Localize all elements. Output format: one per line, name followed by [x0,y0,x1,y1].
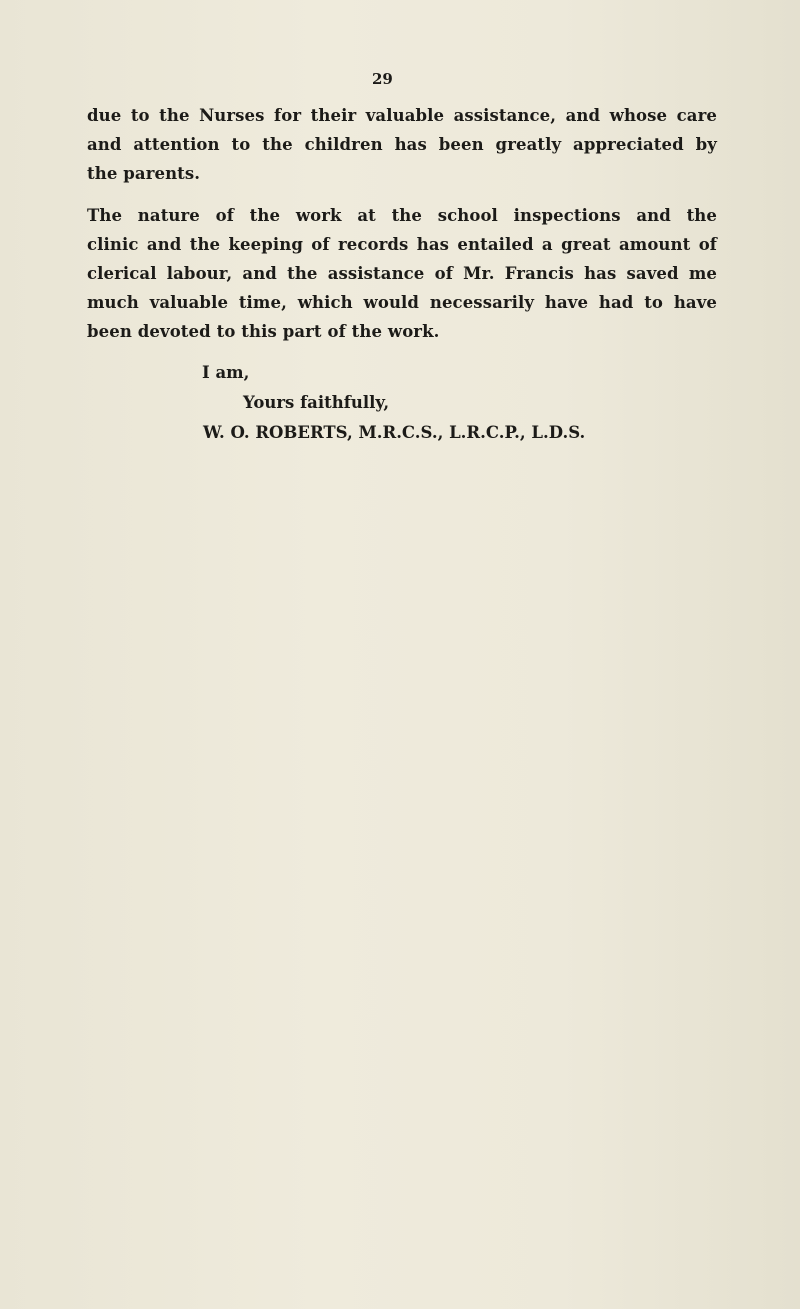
text-line: due to the Nurses for their valuable assistance, and whose care [87,106,717,125]
text-line: clinic and the keeping of records has entailed a great amount of [87,235,717,254]
paragraph-clerical-work [87,201,717,346]
text-line: been devoted to this part of the work. [87,322,440,341]
text-line: clerical labour, and the assistance of Mr. Francis has saved me [87,264,717,283]
text-line: the parents. [87,164,201,183]
closing-valediction: Yours faithfully, [243,393,390,412]
signature-line: W. O. ROBERTS, M.R.C.S., L.R.C.P., L.D.S. [203,423,586,442]
page-number: 29 [372,70,393,88]
text-line: The nature of the work at the school inspections and the [87,206,717,225]
closing-salutation: I am, [202,363,250,382]
text-line: and attention to the children has been greatly appreciated by [87,135,717,154]
paragraph-nurses-thanks [87,101,717,188]
text-line: much valuable time, which would necessarily have had to have [87,293,717,312]
